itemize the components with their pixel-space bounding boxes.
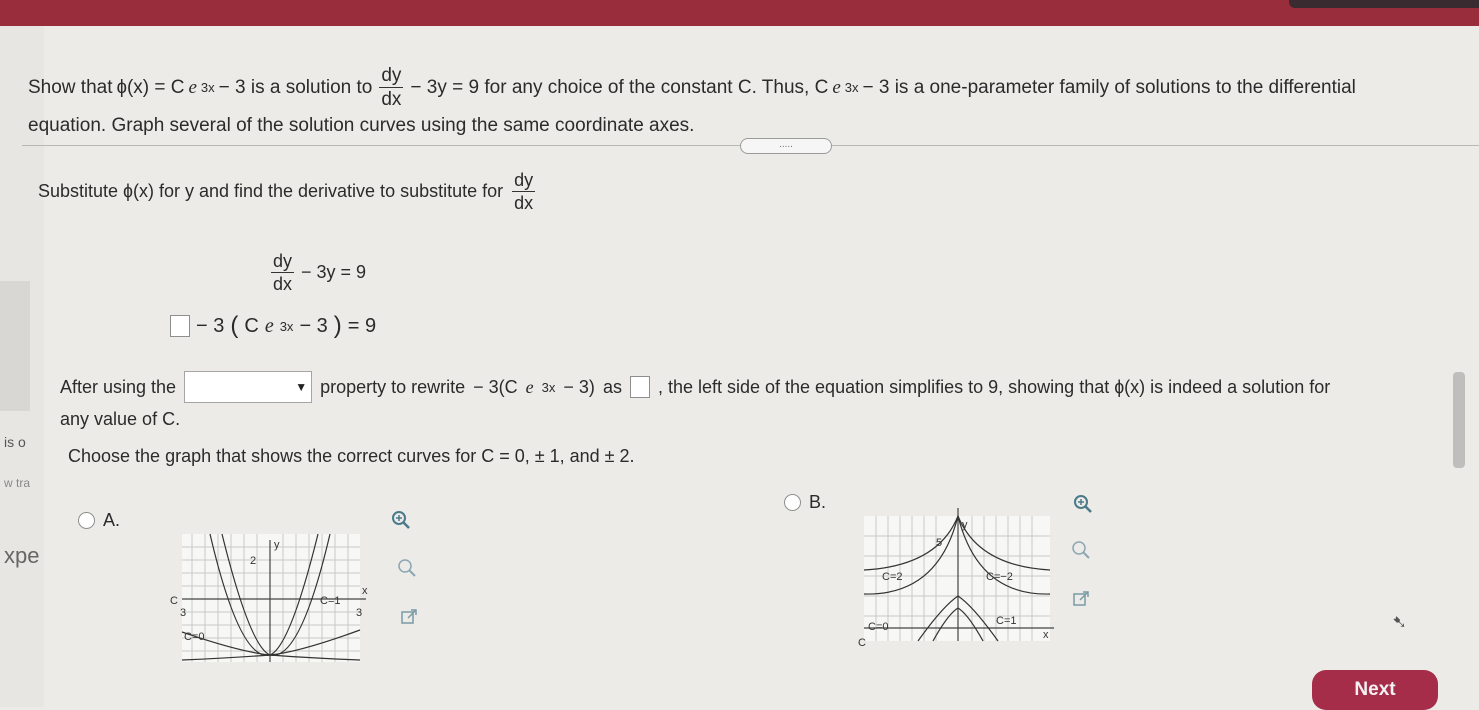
eq2-exp: 3x xyxy=(279,318,294,334)
mouse-cursor-icon: ➷ xyxy=(1392,612,1408,632)
eq2-left: − 3 xyxy=(196,314,225,337)
left-fragment: w tra xyxy=(4,476,31,490)
option-b-label: B. xyxy=(809,492,827,512)
problem-dydx: $\frac{dy}{dx}$ xyxy=(381,65,402,110)
after-line2: any value of C. xyxy=(60,409,181,429)
graph-option-a[interactable] xyxy=(170,512,370,662)
graph-a-x-label: x xyxy=(362,585,368,597)
option-b[interactable] xyxy=(784,492,826,513)
problem-line2: equation. Graph several of the solution curves using the same coordinate axes. xyxy=(28,115,695,136)
substitute-dydx: $\frac{dy}{dx}$ xyxy=(514,170,534,213)
problem-tail: − 3 is a one-parameter family of solutions to the differential xyxy=(862,76,1356,98)
scrollbar-thumb[interactable] xyxy=(1453,372,1465,468)
eq1-rhs: − 3y = 9 xyxy=(301,262,367,282)
graph-a-y-label: y xyxy=(274,539,280,551)
graph-a-tick-y: 2 xyxy=(250,555,257,567)
option-a-radio[interactable] xyxy=(78,512,95,529)
top-bar-right-tab xyxy=(1289,0,1479,8)
zoom-in-icon[interactable] xyxy=(1072,494,1094,516)
popout-icon[interactable] xyxy=(1070,590,1092,612)
graph-a-c-label: C xyxy=(170,595,178,607)
graph-b-tick-y: 5 xyxy=(936,537,943,549)
zoom-out-icon[interactable] xyxy=(1070,540,1092,562)
graph-option-b[interactable] xyxy=(858,496,1058,646)
choose-instruction: Choose the graph that shows the correct curves for C = 0, ± 1, and ± 2. xyxy=(68,446,635,466)
after-middle: property to rewrite xyxy=(320,376,466,397)
graph-b-c0-label: C=0 xyxy=(868,621,889,633)
property-statement xyxy=(60,371,1440,430)
after-suffix: , the left side of the equation simplifies to 9, showing that ɸ(x) is indeed a solution for xyxy=(657,376,1331,397)
graph-b-cm2-label: C=−2 xyxy=(986,571,1013,583)
problem-e: e xyxy=(188,76,197,98)
question-panel xyxy=(0,26,1479,707)
eq2-paren-open: ( xyxy=(230,312,239,339)
problem-minus3: − 3 is a solution to xyxy=(218,76,373,98)
dropdown-arrow-icon: ▼ xyxy=(295,380,308,394)
problem-statement xyxy=(28,66,1458,137)
expand-dots-button[interactable]: ..... xyxy=(740,138,832,154)
after-expr: − 3(C xyxy=(473,376,518,397)
problem-e2: e xyxy=(832,76,841,98)
after-expr-tail: − 3) xyxy=(563,376,595,397)
derivative-answer-box[interactable] xyxy=(170,315,190,337)
eq2-minus: − 3 xyxy=(299,314,328,337)
graph-b-c1-label: C=1 xyxy=(996,615,1017,627)
graph-b-c-label: C xyxy=(858,637,866,646)
eq2-e: e xyxy=(264,314,274,337)
equation-line-1 xyxy=(268,252,366,293)
graph-a-tick-neg: 3 xyxy=(180,607,187,619)
graph-a-c0-label: C=0 xyxy=(184,631,205,643)
option-a[interactable] xyxy=(78,510,120,531)
graph-a-tick-x: 3 xyxy=(356,607,363,619)
zoom-out-icon[interactable] xyxy=(396,558,418,580)
option-b-radio[interactable] xyxy=(784,494,801,511)
problem-intro: Show that xyxy=(28,76,113,98)
popout-icon[interactable] xyxy=(398,608,420,630)
eq2-rhs: = 9 xyxy=(347,314,377,337)
substitute-text: Substitute ɸ(x) for y and find the derivative to substitute for xyxy=(38,181,504,201)
problem-exp2: 3x xyxy=(844,80,859,95)
top-bar xyxy=(0,0,1479,26)
problem-after-frac: − 3y = 9 for any choice of the constant C. Thus, C xyxy=(410,76,829,98)
graph-b-y-label: y xyxy=(962,519,968,531)
left-fragment: xpe xyxy=(4,543,40,568)
zoom-in-icon[interactable] xyxy=(390,510,412,532)
graph-a-c1-label: C=1 xyxy=(320,595,341,607)
equation-line-2 xyxy=(170,312,376,340)
after-prefix: After using the xyxy=(60,376,177,397)
problem-phi: ɸ(x) = C xyxy=(116,76,185,98)
graph-b-c2-label: C=2 xyxy=(882,571,903,583)
rewrite-answer-box[interactable] xyxy=(630,376,650,398)
graph-b-x-label: x xyxy=(1043,629,1049,641)
after-e: e xyxy=(525,376,534,397)
left-fragment: is o xyxy=(4,434,26,450)
substitute-instruction xyxy=(38,171,538,212)
eq2-paren-close: ) xyxy=(333,312,342,339)
next-button[interactable]: Next xyxy=(1312,670,1438,710)
eq1-dydx: $\frac{dy}{dx}$ xyxy=(273,251,293,294)
property-dropdown[interactable] xyxy=(184,371,312,403)
eq2-c: C xyxy=(244,314,259,337)
after-exp: 3x xyxy=(541,379,556,395)
option-a-label: A. xyxy=(103,510,121,530)
after-as: as xyxy=(602,376,622,397)
problem-exp: 3x xyxy=(200,80,215,95)
